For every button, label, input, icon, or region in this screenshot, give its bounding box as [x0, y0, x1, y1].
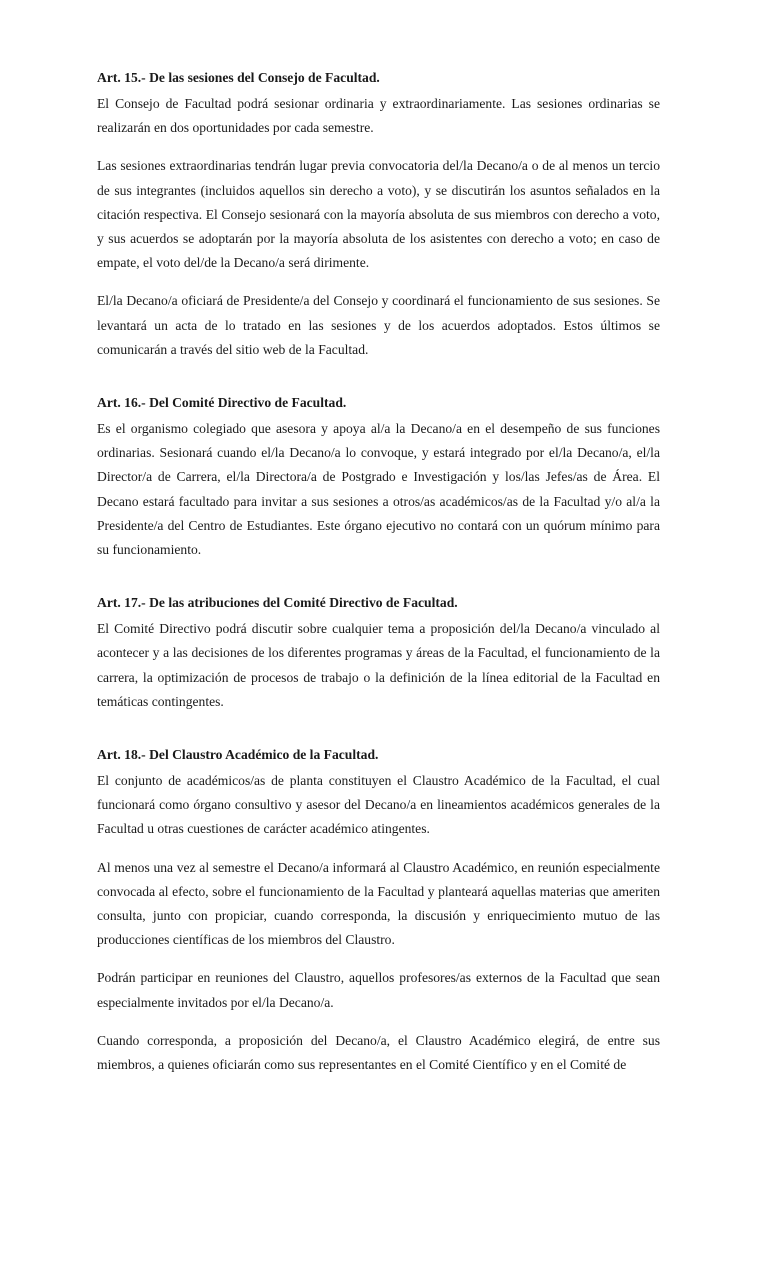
section-spacer [97, 576, 660, 591]
section-spacer [97, 376, 660, 391]
article-15 [97, 66, 660, 362]
article-18 [97, 743, 660, 1077]
article-paragraph: Las sesiones extraordinarias tendrán lugar previa convocatoria del/la Decano/a o de al menos un tercio de sus integrantes (incluidos aquellos sin derecho a voto), y se discutirán los asuntos señalados en la citación respectiva. El Consejo sesionará con la mayoría absoluta de sus miembros con derecho a voto, y sus acuerdos se adoptarán por la mayoría absoluta de los asistentes con derecho a voto; en caso de empate, el voto del/de la Decano/a será dirimente. [97, 158, 660, 271]
article-16 [97, 391, 660, 562]
article-paragraph: El Consejo de Facultad podrá sesionar ordinaria y extraordinariamente. Las sesiones ordinarias se realizarán en dos oportunidades por cada semestre. [97, 96, 660, 136]
article-paragraph: El/la Decano/a oficiará de Presidente/a del Consejo y coordinará el funcionamiento de sus sesiones. Se levantará un acta de lo tratado en las sesiones y de los acuerdos adoptados. Estos últimos se comunicarán a través del sitio web de la Facultad. [97, 293, 660, 357]
article-paragraph: Es el organismo colegiado que asesora y apoya al/a la Decano/a en el desempeño de sus funciones ordinarias. Sesionará cuando el/la Decano/a lo convoque, y estará integrado por el/la Decano/a, el/la Director/a de Carrera, el/la Directora/a de Postgrado e Investigación y los/las Jefes/as de Área. El Decano estará facultado para invitar a sus sesiones a otros/as académicos/as de la Facultad y/o al/a la Presidente/a del Centro de Estudiantes. Este órgano ejecutivo no contará con un quórum mínimo para su funcionamiento. [97, 421, 660, 558]
article-paragraph: Al menos una vez al semestre el Decano/a informará al Claustro Académico, en reunión especialmente convocada al efecto, sobre el funcionamiento de la Facultad y planteará aquellas materias que ameriten consulta, junto con propiciar, cuando corresponda, la discusión y enriquecimiento mutuo de las producciones científicas de los miembros del Claustro. [97, 859, 660, 948]
article-paragraph: Podrán participar en reuniones del Claustro, aquellos profesores/as externos de la Facultad que sean especialmente invitados por el/la Decano/a. [97, 970, 660, 1010]
article-heading: Art. 18.- Del Claustro Académico de la Facultad. [97, 747, 379, 763]
article-paragraph: Cuando corresponda, a proposición del Decano/a, el Claustro Académico elegirá, de entre sus miembros, a quienes oficiarán como sus representantes en el Comité Científico y en el Comité de [97, 1032, 660, 1073]
article-17 [97, 591, 660, 714]
article-heading: Art. 16.- Del Comité Directivo de Facultad. [97, 395, 347, 411]
article-heading: Art. 17.- De las atribuciones del Comité Directivo de Facultad. [97, 595, 458, 611]
article-paragraph: El Comité Directivo podrá discutir sobre cualquier tema a proposición del/la Decano/a vinculado al acontecer y a las decisiones de los diferentes programas y áreas de la Facultad, el funcionamiento de la carrera, la optimización de procesos de trabajo o la definición de la línea editorial de la Facultad en temáticas contingentes. [97, 621, 660, 709]
section-spacer [97, 728, 660, 743]
article-heading: Art. 15.- De las sesiones del Consejo de Facultad. [97, 70, 380, 85]
article-paragraph: El conjunto de académicos/as de planta constituyen el Claustro Académico de la Facultad, el cual funcionará como órgano consultivo y asesor del Decano/a en lineamientos académicos generales de la Facultad u otras cuestiones de carácter académico atingentes. [97, 773, 660, 837]
